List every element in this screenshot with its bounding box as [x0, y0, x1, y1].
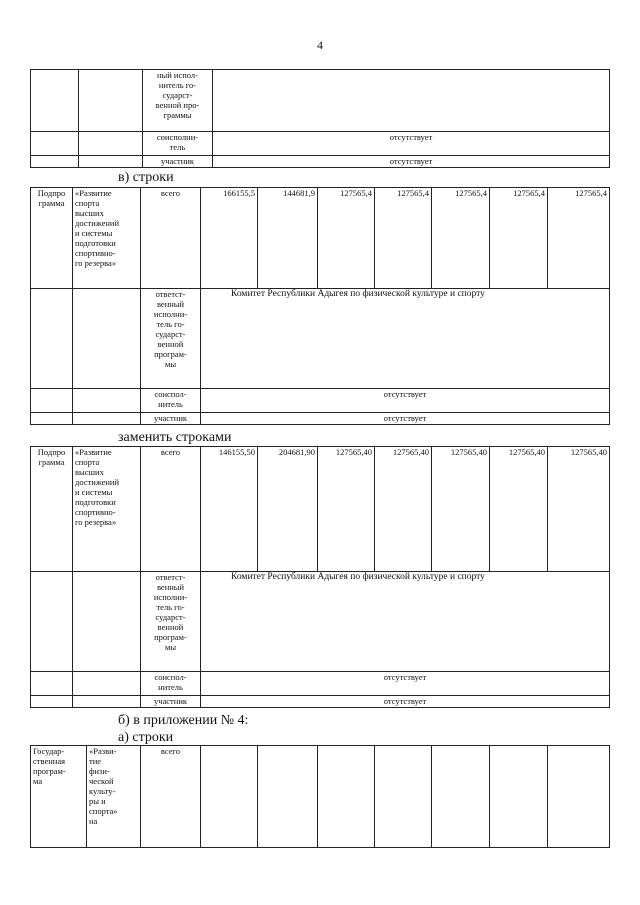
- cell-total: всего: [141, 188, 201, 289]
- cell-absent: отсутствует: [201, 672, 610, 696]
- cell-empty: [31, 413, 73, 425]
- cell-empty: [213, 70, 610, 132]
- cell-empty: [31, 672, 73, 696]
- table-new-rows: [30, 446, 610, 708]
- cell-value: 127565,4: [318, 188, 375, 289]
- cell-absent: отсутствует: [201, 696, 610, 708]
- cell-value: 127565,4: [375, 188, 432, 289]
- cell-co-executor: соиспол- нитель: [141, 672, 201, 696]
- cell-value: 127565,40: [318, 447, 375, 572]
- cell-program-name: «Разви- тие физи- ческой культу- ры и спорта» на: [87, 746, 141, 848]
- cell-empty: [201, 746, 258, 848]
- cell-empty: [73, 572, 141, 672]
- cell-value: 127565,40: [548, 447, 610, 572]
- cell-empty: [73, 289, 141, 389]
- cell-empty: [31, 156, 79, 168]
- cell-participant: участник: [143, 156, 213, 168]
- cell-empty: [31, 70, 79, 132]
- cell-empty: [318, 746, 375, 848]
- heading-a-stroki: а) строки: [118, 730, 174, 745]
- cell-absent: отсутствует: [213, 156, 610, 168]
- cell-empty: [432, 746, 490, 848]
- cell-subprogram: Подпро грамма: [31, 447, 73, 572]
- cell-empty: [73, 696, 141, 708]
- cell-empty: [73, 389, 141, 413]
- cell-empty: [375, 746, 432, 848]
- heading-v-stroki: в) строки: [118, 170, 174, 185]
- cell-empty: [31, 389, 73, 413]
- cell-empty: [31, 572, 73, 672]
- cell-value: 127565,4: [432, 188, 490, 289]
- cell-committee: Комитет Республики Адыгея по физической культуре и спорту: [201, 289, 610, 389]
- cell-empty: [490, 746, 548, 848]
- cell-subprogram: Подпро грамма: [31, 188, 73, 289]
- cell-committee: Комитет Республики Адыгея по физической культуре и спорту: [201, 572, 610, 672]
- page-number: 4: [317, 38, 323, 52]
- cell-total: всего: [141, 447, 201, 572]
- cell-empty: [258, 746, 318, 848]
- cell-empty: [548, 746, 610, 848]
- cell-value: 166155,5: [201, 188, 258, 289]
- cell-absent: отсутствует: [201, 413, 610, 425]
- cell-empty: [79, 132, 143, 156]
- cell-responsible-executor: ный испол- нитель го- сударст- венной про- граммы: [143, 70, 213, 132]
- cell-co-executor: соиспол- нитель: [141, 389, 201, 413]
- cell-empty: [79, 156, 143, 168]
- cell-value: 127565,4: [548, 188, 610, 289]
- cell-value: 144681,9: [258, 188, 318, 289]
- cell-empty: [31, 289, 73, 389]
- cell-value: 204681,90: [258, 447, 318, 572]
- cell-state-program: Государ- ственная програм- ма: [31, 746, 87, 848]
- cell-value: 127565,40: [432, 447, 490, 572]
- cell-empty: [31, 696, 73, 708]
- cell-participant: участник: [141, 413, 201, 425]
- cell-responsible-executor: ответст- венный исполни- тель го- сударст- венной програм- мы: [141, 289, 201, 389]
- cell-empty: [73, 413, 141, 425]
- heading-replace: заменить строками: [118, 430, 232, 445]
- table-continuation: [30, 69, 610, 168]
- cell-empty: [31, 132, 79, 156]
- cell-empty: [73, 672, 141, 696]
- table-appendix-4: [30, 745, 610, 848]
- cell-participant: участник: [141, 696, 201, 708]
- table-old-rows: [30, 187, 610, 425]
- cell-total: всего: [141, 746, 201, 848]
- cell-value: 146155,50: [201, 447, 258, 572]
- cell-value: 127565,40: [375, 447, 432, 572]
- cell-empty: [79, 70, 143, 132]
- cell-subprogram-name: «Развитие спорта высших достижений и системы подготовки спортивно- го резерва»: [73, 188, 141, 289]
- cell-value: 127565,40: [490, 447, 548, 572]
- cell-co-executor: соисполни- тель: [143, 132, 213, 156]
- heading-appendix-4: б) в приложении № 4:: [118, 713, 249, 728]
- cell-subprogram-name: «Развитие спорта высших достижений и системы подготовки спортивно- го резерва»: [73, 447, 141, 572]
- cell-absent: отсутствует: [201, 389, 610, 413]
- cell-absent: отсутствует: [213, 132, 610, 156]
- cell-responsible-executor: ответст- венный исполни- тель го- сударст- венной програм- мы: [141, 572, 201, 672]
- cell-value: 127565,4: [490, 188, 548, 289]
